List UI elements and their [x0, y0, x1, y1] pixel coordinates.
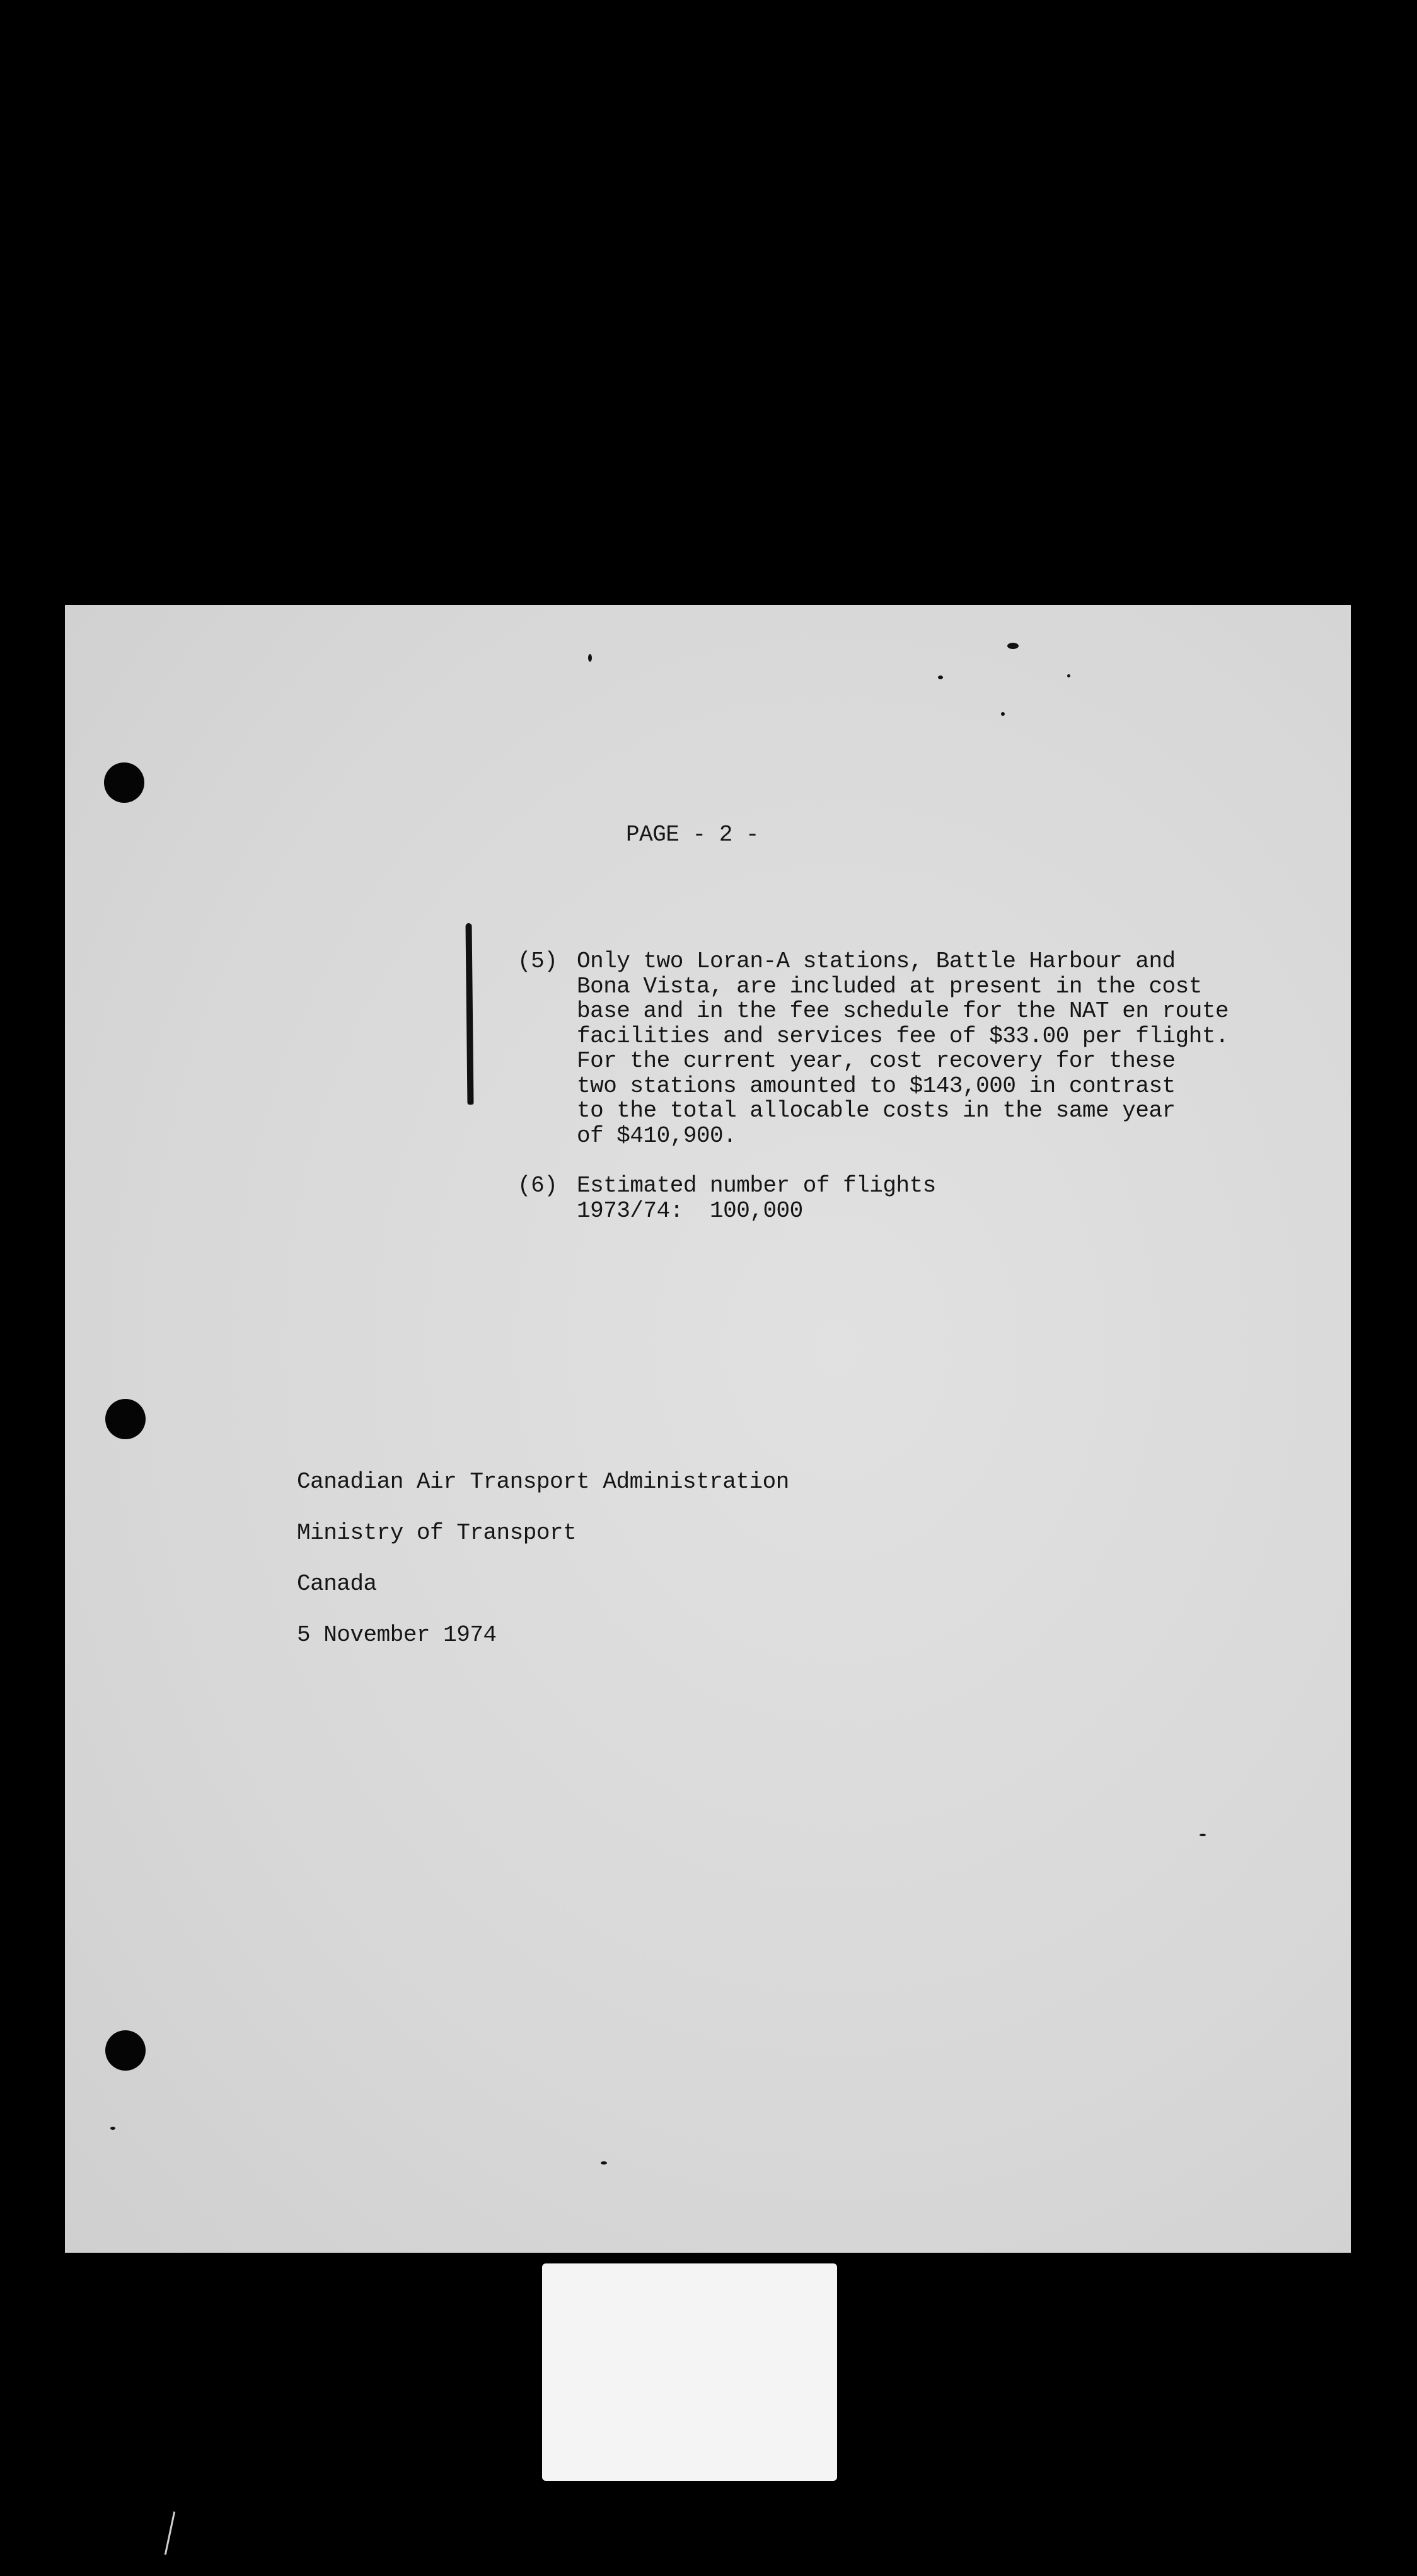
note-line: 1973/74: 100,000	[577, 1197, 803, 1224]
note-line: Bona Vista, are included at present in the cost	[577, 973, 1202, 999]
note-line: of $410,900.	[577, 1122, 737, 1149]
signoff-ministry: Ministry of Transport	[297, 1520, 577, 1546]
note-line: Estimated number of flights	[577, 1173, 936, 1199]
document-page	[65, 605, 1351, 2253]
note-line: Only two Loran-A stations, Battle Harbour and	[577, 948, 1176, 974]
note-number: (5)	[518, 948, 558, 974]
blank-label-sticker	[542, 2263, 837, 2481]
note-line: two stations amounted to $143,000 in contrast	[577, 1072, 1176, 1099]
note-line: For the current year, cost recovery for these	[577, 1048, 1176, 1074]
speck	[601, 2161, 607, 2165]
punch-hole-middle	[105, 1399, 146, 1439]
speck	[110, 2127, 115, 2130]
speck	[1001, 712, 1005, 716]
film-scratch	[165, 2511, 175, 2555]
speck	[1007, 643, 1019, 649]
signoff-organization: Canadian Air Transport Administration	[297, 1469, 789, 1495]
punch-hole-bottom	[105, 2030, 146, 2071]
signoff-date: 5 November 1974	[297, 1622, 497, 1648]
note-line: base and in the fee schedule for the NAT en route	[577, 998, 1229, 1024]
note-number: (6)	[518, 1173, 558, 1199]
punch-hole-top	[104, 762, 144, 803]
note-line: facilities and services fee of $33.00 per flight.	[577, 1023, 1229, 1049]
note-line: to the total allocable costs in the same year	[577, 1098, 1176, 1124]
speck	[588, 654, 592, 662]
speck	[1200, 1834, 1206, 1836]
margin-mark	[465, 923, 473, 1105]
speck	[1067, 674, 1070, 677]
speck	[938, 676, 943, 679]
page-header: PAGE - 2 -	[626, 822, 760, 848]
signoff-country: Canada	[297, 1571, 377, 1597]
